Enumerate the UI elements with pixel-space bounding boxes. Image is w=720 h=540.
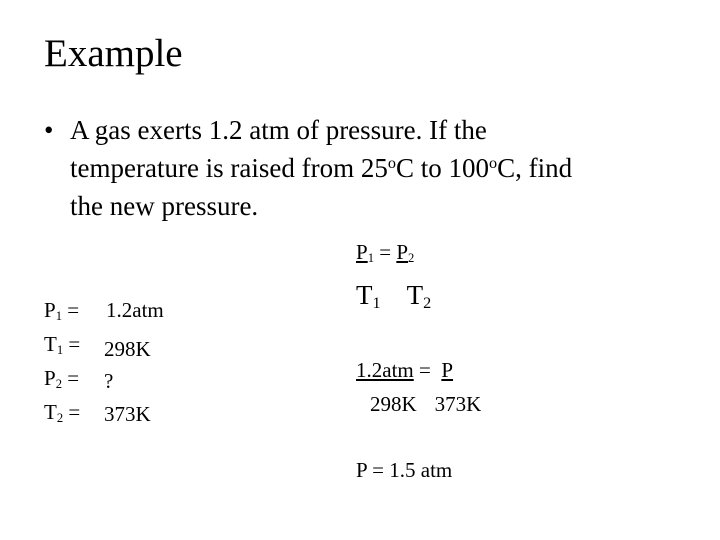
slide-title: Example <box>44 32 183 75</box>
variable-label <box>44 293 79 327</box>
law-letter: P <box>396 240 409 264</box>
substitution-t1: 298K <box>370 392 417 416</box>
substitution-numerator <box>356 358 453 383</box>
question-line-3: the new pressure. <box>70 191 259 221</box>
equals-sign: = <box>373 240 397 264</box>
question-text <box>70 111 572 225</box>
law-subscript: 1 <box>367 251 374 266</box>
variable-subscript: 1 <box>56 343 64 358</box>
variable-label <box>44 361 79 395</box>
variable-value: ? <box>104 369 114 393</box>
law-p2 <box>396 240 414 264</box>
law-t1 <box>356 280 381 313</box>
gas-law-numerator <box>356 240 414 265</box>
gas-law-denominator <box>356 280 431 311</box>
equals-sign: = <box>413 358 442 382</box>
variable-letter: T <box>44 332 57 356</box>
law-subscript: 2 <box>408 251 415 266</box>
question-line-2-end: C, find <box>497 153 573 183</box>
question-line-2-start: temperature is raised from 25 <box>70 153 388 183</box>
law-t2 <box>406 280 432 313</box>
law-letter: T <box>356 280 373 310</box>
bullet-dot-icon: • <box>44 115 54 145</box>
question-line-1: A gas exerts 1.2 atm of pressure. If the <box>70 115 487 145</box>
law-letter: P <box>356 240 368 264</box>
variable-subscript: 1 <box>55 309 62 324</box>
law-subscript: 1 <box>372 294 381 313</box>
variable-subscript: 2 <box>56 411 64 426</box>
question-line-2 <box>70 149 572 187</box>
substitution-denominator <box>370 392 481 417</box>
law-letter: T <box>406 280 424 310</box>
law-p1 <box>356 240 374 264</box>
answer: P = 1.5 atm <box>356 458 453 482</box>
variable-value: 298K <box>104 337 151 361</box>
variable-letter: P <box>44 298 56 322</box>
substitution-t2: 373K <box>434 392 482 416</box>
equals-sign: = <box>63 400 81 424</box>
variable-subscript: 2 <box>55 377 62 392</box>
equals-sign: = <box>63 332 81 356</box>
variable-label <box>44 395 80 429</box>
law-subscript: 2 <box>423 294 432 313</box>
equals-sign: = <box>61 298 80 322</box>
variable-value: 1.2atm <box>106 298 164 322</box>
question-line-2-mid: C to 100 <box>395 153 489 183</box>
variable-label <box>44 327 80 361</box>
degree-superscript: o <box>387 154 396 173</box>
equals-sign: = <box>61 366 80 390</box>
substitution-unknown: P <box>441 358 454 382</box>
variable-letter: P <box>44 366 56 390</box>
variable-value: 373K <box>104 402 151 426</box>
variable-letter: T <box>44 400 57 424</box>
substitution-pressure: 1.2atm <box>356 358 414 382</box>
degree-superscript: o <box>489 154 498 173</box>
